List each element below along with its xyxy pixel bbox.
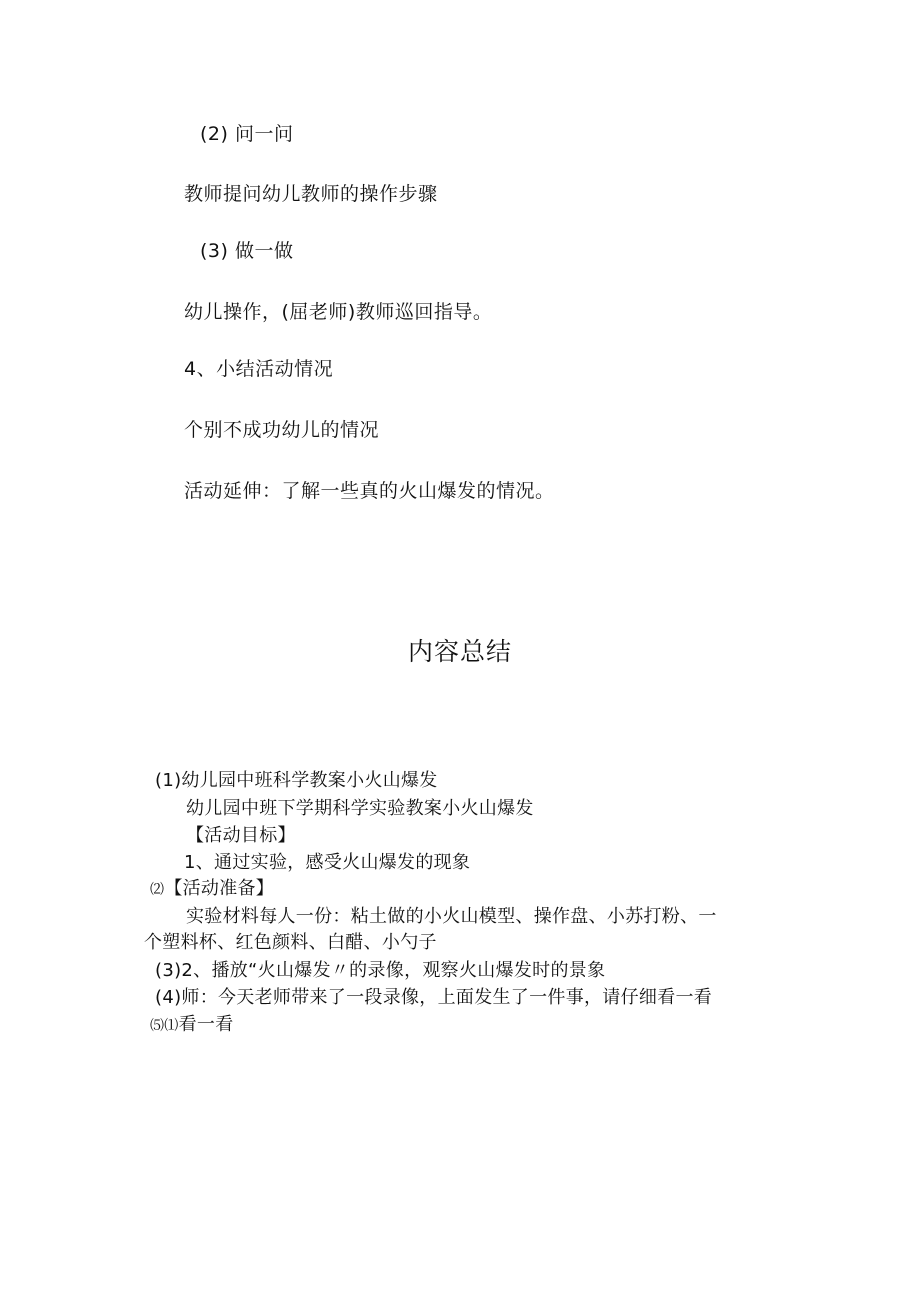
item-marker: (4) (155, 987, 182, 1008)
activity-extension: 活动延伸：了解一些真的火山爆发的情况。 (184, 480, 555, 502)
step-do-detail: 幼儿操作，(屈老师)教师巡回指导。 (184, 301, 493, 323)
item-marker: ⑸⑴ (150, 1018, 179, 1034)
summary-item-2 (150, 877, 274, 902)
summary-item-2-material-a: 实验材料每人一份：粘土做的小火山模型、操作盘、小苏打粉、一 (186, 906, 717, 927)
item-text: 看一看 (178, 1014, 234, 1035)
summary-item-2-material-b: 个塑料杯、红色颜料、白醋、小勺子 (144, 932, 437, 953)
step-ask-detail: 教师提问幼儿教师的操作步骤 (184, 183, 438, 205)
summary-item-5 (150, 1013, 234, 1038)
summary-item-1-sub: 幼儿园中班下学期科学实验教案小火山爆发 (186, 798, 534, 819)
step-ask: (2) 问一问 (200, 123, 294, 145)
item-text: 2、播放“火山爆发〃的录像，观察火山爆发时的景象 (181, 960, 606, 981)
summary-detail: 个别不成功幼儿的情况 (184, 419, 380, 441)
summary-item-4 (155, 986, 712, 1010)
summary-item-1 (155, 769, 438, 793)
item-text: 师：今天老师带来了一段录像，上面发生了一件事，请仔细看一看 (181, 987, 713, 1008)
item-marker: ⑵ (150, 882, 165, 898)
step-do: (3) 做一做 (200, 240, 294, 262)
item-text: 幼儿园中班科学教案小火山爆发 (181, 770, 438, 791)
summary-heading-4: 4、小结活动情况 (184, 358, 334, 380)
item-marker: (3) (155, 960, 182, 981)
summary-item-3 (155, 959, 605, 983)
item-text: 【活动准备】 (164, 878, 275, 899)
summary-item-1-goal: 【活动目标】 (186, 825, 296, 846)
summary-item-1-goal-text: 1、通过实验，感受火山爆发的现象 (184, 852, 471, 873)
summary-title: 内容总结 (407, 637, 512, 666)
item-marker: (1) (155, 770, 182, 791)
